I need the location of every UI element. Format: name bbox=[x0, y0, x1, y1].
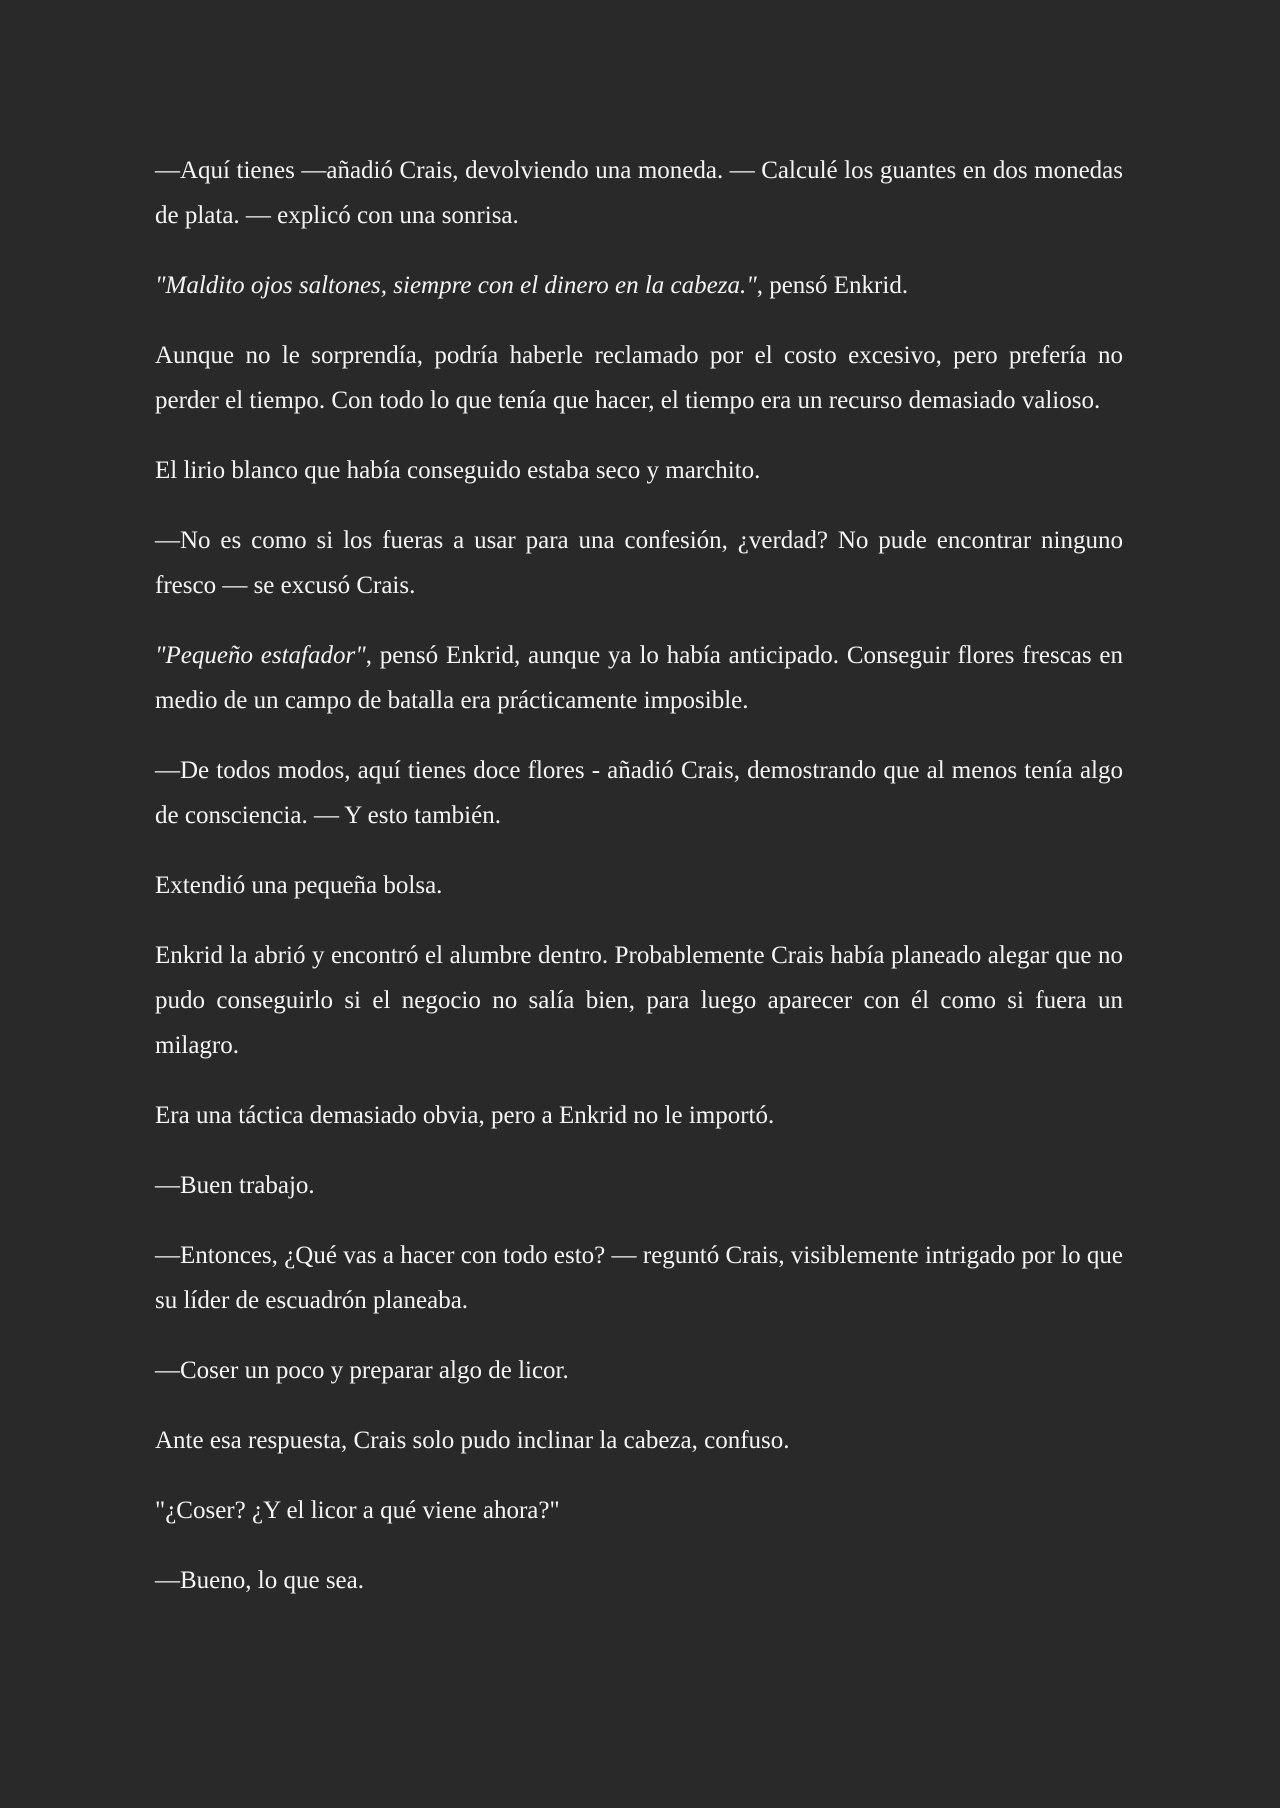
paragraph: —Aquí tienes —añadió Crais, devolviendo una moneda. — Calculé los guantes en dos monedas de plata. — explicó con una sonrisa. bbox=[155, 157, 1123, 229]
paragraph: "Maldito ojos saltones, siempre con el dinero en la cabeza.", pensó Enkrid. bbox=[155, 272, 909, 299]
paragraph: —Coser un poco y preparar algo de licor. bbox=[155, 1357, 569, 1384]
paragraph: Enkrid la abrió y encontró el alumbre dentro. Probablemente Crais había planeado alegar que no pudo conseguirlo si el negocio no salía bien, para luego aparecer con él como si fuera un milagro. bbox=[155, 942, 1123, 1059]
chapter-text bbox=[155, 148, 1123, 1628]
thought-text: "Pequeño estafador" bbox=[155, 642, 366, 669]
paragraph: —De todos modos, aquí tienes doce flores - añadió Crais, demostrando que al menos tenía algo de consciencia. — Y esto también. bbox=[155, 757, 1123, 829]
paragraph: —Buen trabajo. bbox=[155, 1172, 315, 1199]
paragraph: Era una táctica demasiado obvia, pero a Enkrid no le importó. bbox=[155, 1102, 775, 1129]
paragraph: "Pequeño estafador", pensó Enkrid, aunque ya lo había anticipado. Conseguir flores frescas en medio de un campo de batalla era prácticamente imposible. bbox=[155, 642, 1124, 714]
paragraph: —No es como si los fueras a usar para una confesión, ¿verdad? No pude encontrar ninguno fresco — se excusó Crais. bbox=[155, 527, 1123, 599]
paragraph: —Entonces, ¿Qué vas a hacer con todo esto? — reguntó Crais, visiblemente intrigado por lo que su líder de escuadrón planeaba. bbox=[155, 1242, 1123, 1314]
paragraph: Ante esa respuesta, Crais solo pudo inclinar la cabeza, confuso. bbox=[155, 1427, 790, 1454]
paragraph: Extendió una pequeña bolsa. bbox=[155, 872, 443, 899]
paragraph: El lirio blanco que había conseguido estaba seco y marchito. bbox=[155, 457, 761, 484]
paragraph: Aunque no le sorprendía, podría haberle reclamado por el costo excesivo, pero prefería no perder el tiempo. Con todo lo que tenía que hacer, el tiempo era un recurso demasiado valioso. bbox=[155, 342, 1123, 414]
thought-text: "Maldito ojos saltones, siempre con el dinero en la cabeza." bbox=[155, 272, 757, 299]
paragraph: "¿Coser? ¿Y el licor a qué viene ahora?" bbox=[155, 1497, 560, 1524]
paragraph: —Bueno, lo que sea. bbox=[155, 1567, 364, 1594]
